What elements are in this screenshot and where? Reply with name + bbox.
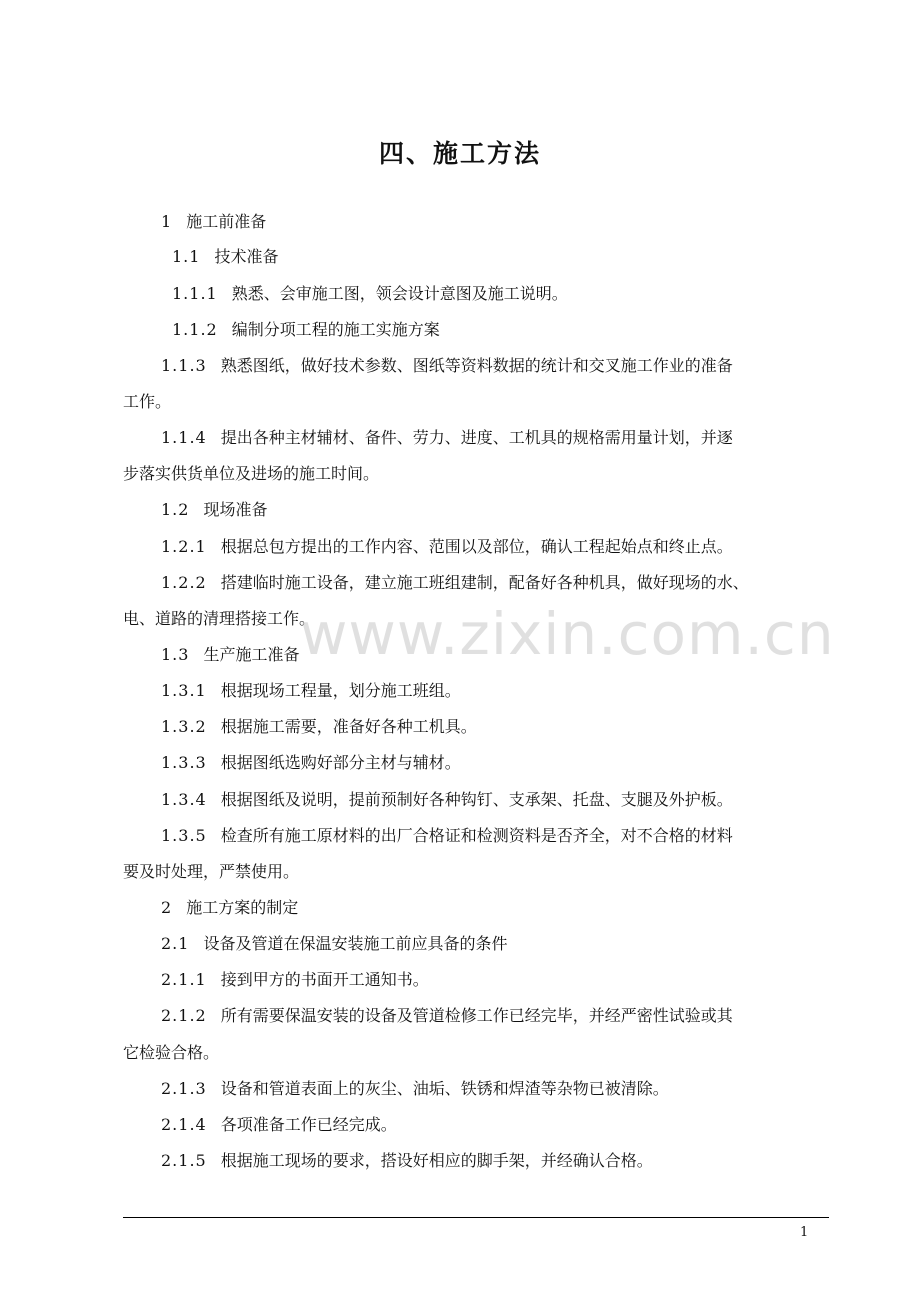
clause-text: 根据施工需要，准备好各种工机具。	[220, 717, 477, 736]
list-item	[161, 1115, 397, 1135]
clause-text: 步落实供货单位及进场的施工时间。	[123, 464, 380, 483]
clause-number: 1.2.2	[161, 573, 207, 592]
page-title: 四、施工方法	[378, 139, 541, 168]
clause-number: 1.3.5	[161, 826, 207, 845]
clause-text: 搭建临时施工设备，建立施工班组建制，配备好各种机具，做好现场的水、	[220, 573, 749, 592]
list-item	[123, 1043, 219, 1063]
list-item	[161, 356, 733, 376]
clause-text: 施工方案的制定	[186, 898, 299, 917]
list-item	[123, 862, 299, 882]
clause-text: 根据图纸选购好部分主材与辅材。	[220, 753, 461, 772]
watermark-text: www.zixin.com.cn	[300, 600, 835, 668]
clause-text: 检查所有施工原材料的出厂合格证和检测资料是否齐全，对不合格的材料	[220, 826, 733, 845]
clause-text: 施工前准备	[186, 212, 267, 231]
clause-number: 1.1.1	[172, 284, 218, 303]
clause-text: 技术准备	[214, 247, 279, 266]
clause-number: 2.1.2	[161, 1006, 207, 1025]
list-item	[172, 320, 440, 340]
list-item	[123, 464, 379, 484]
clause-text: 根据图纸及说明，提前预制好各种钩钉、支承架、托盘、支腿及外护板。	[220, 790, 733, 809]
clause-text: 工作。	[123, 392, 172, 411]
clause-number: 1.1	[172, 247, 201, 266]
clause-number: 2.1.5	[161, 1151, 207, 1170]
clause-number: 1.3.2	[161, 717, 207, 736]
clause-text: 熟悉、会审施工图，领会设计意图及施工说明。	[231, 284, 568, 303]
list-item	[172, 247, 278, 267]
clause-text: 提出各种主材辅材、备件、劳力、进度、工机具的规格需用量计划，并逐	[220, 428, 733, 447]
clause-number: 1.3.3	[161, 753, 207, 772]
clause-text: 它检验合格。	[123, 1043, 220, 1062]
clause-number: 1.1.2	[172, 320, 218, 339]
clause-text: 各项准备工作已经完成。	[220, 1115, 397, 1134]
list-item	[161, 753, 461, 773]
clause-number: 2.1	[161, 934, 190, 953]
list-item	[161, 537, 733, 557]
clause-number: 2	[161, 898, 173, 917]
footer-divider	[123, 1217, 829, 1218]
clause-text: 接到甲方的书面开工通知书。	[220, 970, 429, 989]
list-item	[161, 717, 477, 737]
list-item	[161, 826, 733, 846]
clause-text: 设备及管道在保温安装施工前应具备的条件	[203, 934, 508, 953]
clause-text: 设备和管道表面上的灰尘、油垢、铁锈和焊渣等杂物已被清除。	[220, 1079, 669, 1098]
list-item	[161, 428, 733, 448]
list-item	[161, 934, 507, 954]
list-item	[172, 284, 568, 304]
clause-text: 根据总包方提出的工作内容、范围以及部位，确认工程起始点和终止点。	[220, 537, 733, 556]
page-number: 1	[800, 1225, 809, 1240]
list-item	[161, 1079, 669, 1099]
clause-number: 1.3	[161, 645, 190, 664]
clause-number: 1.3.4	[161, 790, 207, 809]
clause-text: 生产施工准备	[203, 645, 300, 664]
list-item	[123, 609, 315, 629]
list-item	[123, 392, 171, 412]
list-item	[161, 790, 733, 810]
clause-number: 2.1.1	[161, 970, 207, 989]
list-item	[161, 681, 461, 701]
clause-number: 1.2.1	[161, 537, 207, 556]
clause-number: 1	[161, 212, 173, 231]
clause-number: 1.1.3	[161, 356, 207, 375]
clause-text: 现场准备	[203, 500, 268, 519]
clause-number: 1.3.1	[161, 681, 207, 700]
list-item	[161, 573, 749, 593]
list-item	[161, 970, 429, 990]
list-item	[161, 898, 298, 918]
clause-text: 根据现场工程量，划分施工班组。	[220, 681, 461, 700]
clause-text: 所有需要保温安装的设备及管道检修工作已经完毕，并经严密性试验或其	[220, 1006, 733, 1025]
list-item	[161, 645, 299, 665]
list-item	[161, 500, 267, 520]
clause-text: 编制分项工程的施工实施方案	[231, 320, 440, 339]
clause-number: 2.1.4	[161, 1115, 207, 1134]
list-item	[161, 1006, 733, 1026]
clause-text: 根据施工现场的要求，搭设好相应的脚手架，并经确认合格。	[220, 1151, 653, 1170]
clause-number: 2.1.3	[161, 1079, 207, 1098]
clause-text: 要及时处理，严禁使用。	[123, 862, 300, 881]
clause-text: 电、道路的清理搭接工作。	[123, 609, 316, 628]
clause-text: 熟悉图纸，做好技术参数、图纸等资料数据的统计和交叉施工作业的准备	[220, 356, 733, 375]
list-item	[161, 212, 266, 232]
list-item	[161, 1151, 653, 1171]
clause-number: 1.2	[161, 500, 190, 519]
clause-number: 1.1.4	[161, 428, 207, 447]
